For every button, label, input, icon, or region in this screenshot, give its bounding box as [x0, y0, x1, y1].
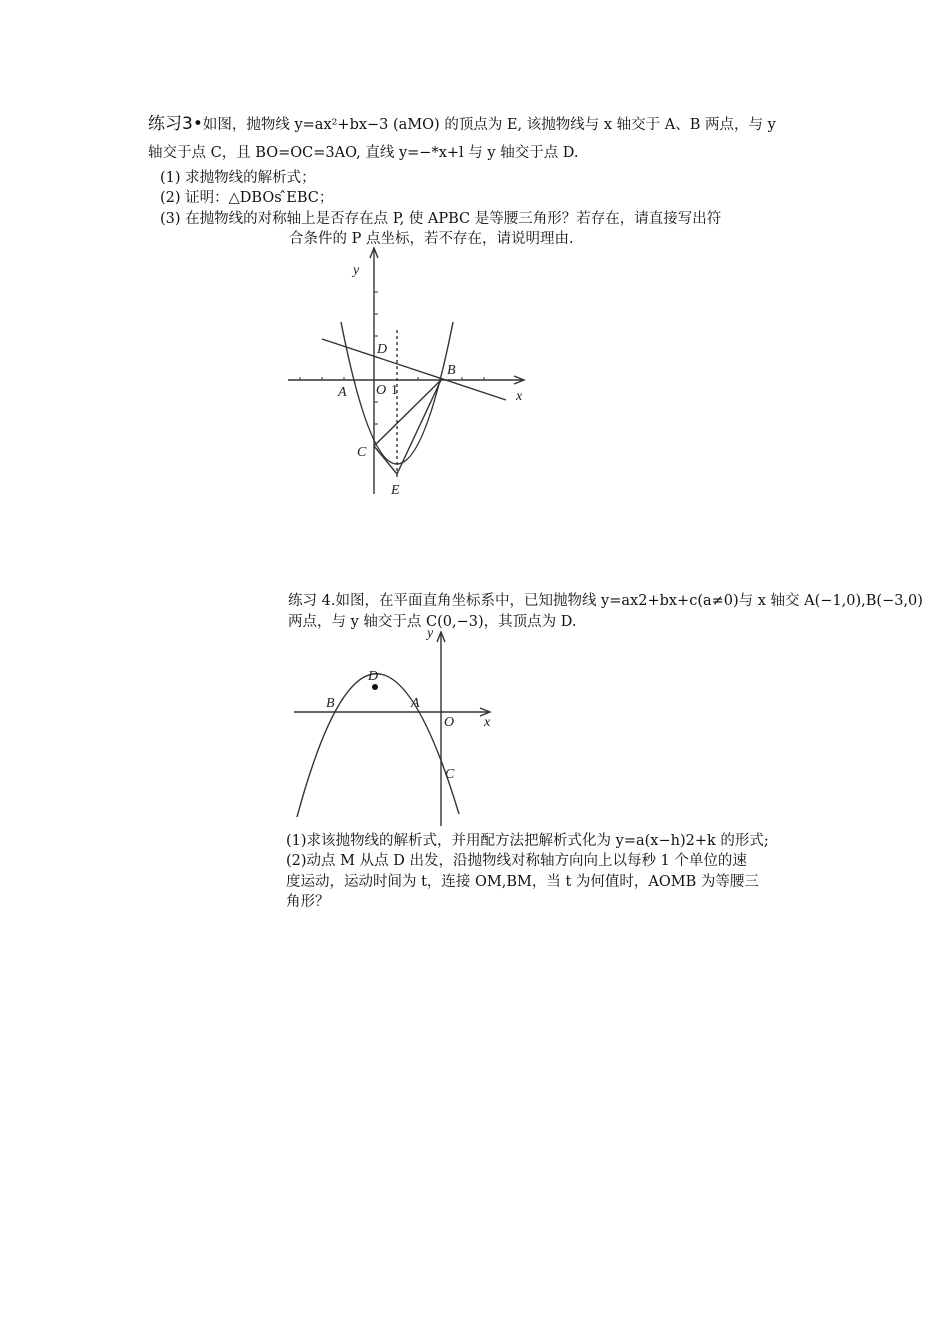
ex3-line2: 轴交于点 C，且 BO=OC=3AO, 直线 y=−*x+l 与 y 轴交于点 D. — [148, 145, 579, 161]
ex4-question-2b: 度运动，运动时间为 t，连接 OM,BM，当 t 为何值时，AOMB 为等腰三 — [286, 874, 759, 890]
ex3-label-B: B — [447, 363, 456, 378]
ex3-title-prefix: 练习 — [148, 114, 182, 134]
ex4-label-C: C — [445, 767, 455, 782]
ex4-label-O: O — [444, 715, 455, 730]
ex4-question-2c: 角形？ — [286, 894, 330, 910]
ex3-question-2: (2) 证明：△DBOs ̂EBC； — [160, 190, 334, 206]
ex4-label-D: D — [368, 669, 379, 684]
ex3-question-3b: 合条件的 P 点坐标，若不存在，请说明理由. — [289, 231, 574, 247]
ex3-label-E: E — [391, 483, 400, 498]
ex3-line1-text: 如图，抛物线 y=ax²+bx−3 (aMO) 的顶点为 E, 该抛物线与 x 轴交于 A、B 两点，与 y — [202, 117, 776, 133]
ex4-label-A: A — [411, 696, 420, 711]
ex4-question-2a: (2)动点 M 从点 D 出发，沿抛物线对称轴方向向上以每秒 1 个单位的速 — [286, 853, 747, 869]
ex3-label-C: C — [357, 445, 367, 460]
ex3-label-O: O — [376, 383, 387, 398]
ex3-label-one: 1 — [391, 383, 398, 398]
ex4-label-x: x — [484, 715, 491, 730]
ex3-label-y: y — [353, 263, 360, 278]
ex3-question-1: (1) 求抛物线的解析式； — [160, 170, 316, 186]
ex4-parabola — [297, 674, 459, 817]
ex4-line1: 练习 4.如图，在平面直角坐标系中，已知抛物线 y=ax2+bx+c(a≠0)与 x 轴交 A(−1,0),B(−3,0) — [288, 593, 923, 609]
ex4-question-1: (1)求该抛物线的解析式，并用配方法把解析式化为 y=a(x−h)2+k 的形式; — [286, 833, 769, 849]
ex4-label-B: B — [326, 696, 335, 711]
ex4-line2: 两点，与 y 轴交于点 C(0,−3)，其顶点为 D. — [288, 614, 577, 630]
ex3-label-x: x — [516, 389, 523, 404]
ex4-label-y: y — [427, 626, 434, 641]
ex3-label-A: A — [338, 385, 347, 400]
ex3-label-D: D — [377, 342, 388, 357]
ex4-vertex-dot — [372, 684, 378, 690]
ex3-title-num: 3• — [182, 114, 203, 134]
ex3-question-3a: (3) 在抛物线的对称轴上是否存在点 P, 使 APBC 是等腰三角形？若存在，请直接写出符 — [160, 211, 722, 227]
